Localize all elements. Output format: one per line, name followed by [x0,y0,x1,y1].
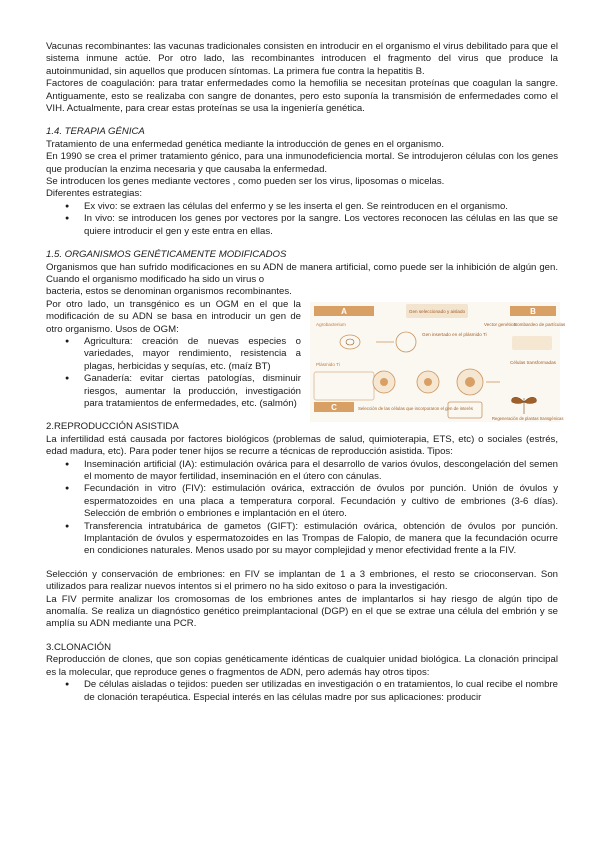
ogm-section [46,261,566,421]
list-tipos-reproduccion [46,459,558,558]
paragraph-clonacion-1: Reproducción de clones, que son copias genéticamente idénticas de cualquier unidad biológica. La clonación principal es la molecular, que reproduce genes o fragmentos de ADN, pero además hay otros tipos: [46,654,558,678]
list-usos-ogm [46,336,301,410]
paragraph-vacunas: Vacunas recombinantes: las vacunas tradicionales consisten en introducir en el organismo el virus debilitado para que el sistema inmune actúe. Por otro lado, las recombinantes introducen el fragmento del virus que produce la autoinmunidad, sin aquellos que producen síntomas. La primera fue contra la hepatitis B. [46,41,558,77]
heading-reproduccion-asistida: 2.REPRODUCCIÓN ASISTIDA [46,421,179,433]
paragraph-terapia-3: Se introducen los genes mediante vectores , como pueden ser los virus, liposomas o micelas. [46,176,445,188]
paragraph-ogm-1b: bacteria, estos se denominan organismos recombinantes. [46,286,292,298]
list-item: ● Transferencia intratubárica de gametos (GIFT): estimulación ovárica, obtención de óvulos por punción. Implantación de óvulos y espermatozoides en las Trompas de Falopio, de manera que la fecundación ocurre en condiciones naturales. Menos usado por su mayor complejidad y menor efectividad frente a la FIV. [46,521,558,558]
paragraph-reproduccion-3: La FIV permite analizar los cromosomas de los embriones antes de implantarlos si hay riesgo de algún tipo de anomalía. Se realiza un diagnóstico genético preimplantacional (DGP) en el que se extrae una célula del embrión y se amplía su ADN mediante una PCR. [46,593,558,630]
heading-clonacion: 3.CLONACIÓN [46,641,112,653]
cell-nucleus-shape [380,378,388,386]
paragraph-ogm-1a: Organismos que han sufrido modificaciones en su ADN de manera artificial, como puede ser la inhibición de algún gen. Cuando el organismo modificado ha sido un virus o [46,261,558,285]
list-tipos-clonacion [46,679,558,704]
paragraph-terapia-1: Tratamiento de una enfermedad genética mediante la introducción de genes en el organismo. [46,138,445,150]
label-agrobacterium: Agrobacterium [316,321,346,327]
panel-c-label: C [331,402,337,412]
label-regeneracion: Regeneración de plantas transgénicas [492,415,564,421]
paragraph-coagulacion: Factores de coagulación: para tratar enfermedades como la hemofilia se necesitan proteínas que coagulan la sangre. Antiguamente, esto se realizaba con sangre de donantes, pero esto suponía la transmisión de enfermedades como el VIH. Actualmente, para crear estas proteínas se usa la ingeniería genética. [46,78,558,115]
label-gen: Gen seleccionado y aislado [408,308,466,314]
paragraph-reproduccion-1: La infertilidad está causada por factores biológicos (problemas de salud, quimioterapia, ETS, etc) o sociales (estrés, edad madura, etc). Para poder tener hijos se recurre a técnicas de reproducción asistida. Tipos: [46,433,558,458]
label-bombardeo: Bombardeo de partículas [514,321,566,327]
list-item: ● Fecundación in vitro (FIV): estimulación ovárica, extracción de óvulos por punción. Unión de óvulos y espermatozoides en una placa a temperatura corporal. Fecundación y cultivo de embriones (3-6 días). Selección de embrión o embriones e implantación en el útero. [46,483,558,520]
label-vector: Vector genético [484,321,516,327]
list-item: ● Ex vivo: se extraen las células del enfermo y se les inserta el gen. Se reintroducen en el organismo. [46,201,558,213]
panel-a-label: A [341,306,347,316]
transgenic-plant-figure [310,302,566,422]
label-seleccion: Selección de las células que incorporaron el gen de interés [358,405,473,411]
label-plasmido: Plásmido Ti [316,361,340,367]
paragraph-reproduccion-2: Selección y conservación de embriones: en FIV se implantan de 1 a 3 embriones, el resto se crioconservan. Son utilizados para realizar nuevos intentos si el primero no ha sido exitoso o para la investigación. [46,568,558,593]
list-item: ● Inseminación artificial (IA): estimulación ovárica para el desarrollo de varios óvulos, descongelación del semen el momento de mayor fertilidad, inseminación en el útero con cánulas. [46,459,558,484]
heading-ogm: 1.5. ORGANISMOS GENÉTICAMENTE MODIFICADOS [46,249,287,261]
heading-terapia-genica: 1.4. TERAPIA GÉNICA [46,126,145,138]
cell-nucleus-shape [465,377,475,387]
list-item: ● In vivo: se introducen los genes por vectores por la sangre. Los vectores reconocen las células en las que se quiere introducir el gen y este entra en ellas. [46,213,558,238]
list-item: ● De células aisladas o tejidos: pueden ser utilizadas en investigación o en tratamientos, lo cual recibe el nombre de clonación terapéutica. Especial interés en las células madre por sus aplicaciones: producir [46,679,558,704]
paragraph-terapia-4: Diferentes estrategias: [46,188,142,200]
paragraph-terapia-2: En 1990 se crea el primer tratamiento génico, para una inmunodeficiencia mortal. Se introdujeron células con los genes que producían la enzima necesaria y que causaba la enfermedad. [46,151,558,175]
gun-shape [512,336,552,350]
list-item: ● Ganadería: evitar ciertas patologías, disminuir riesgos, aumentar la producción, investigación para tratamientos de enfermedades, etc. (salmón) [46,373,301,410]
document-content [46,41,566,704]
label-celulas: Células transformadas [510,359,556,365]
paragraph-ogm-2: Por otro lado, un transgénico es un OGM en el que la modificación de su ADN se basa en introducir un gen de otro organismo. Usos de OGM: [46,298,301,335]
cell-nucleus-shape [424,378,432,386]
list-item: ● Agricultura: creación de nuevas especies o variedades, mayor rendimiento, resistencia a plagas, herbicidas y sequías, etc. (maíz BT) [46,336,301,373]
panel-b-label: B [530,306,536,316]
list-estrategias [46,201,558,238]
label-insert: Gen insertado en el plásmido Ti [422,331,487,337]
